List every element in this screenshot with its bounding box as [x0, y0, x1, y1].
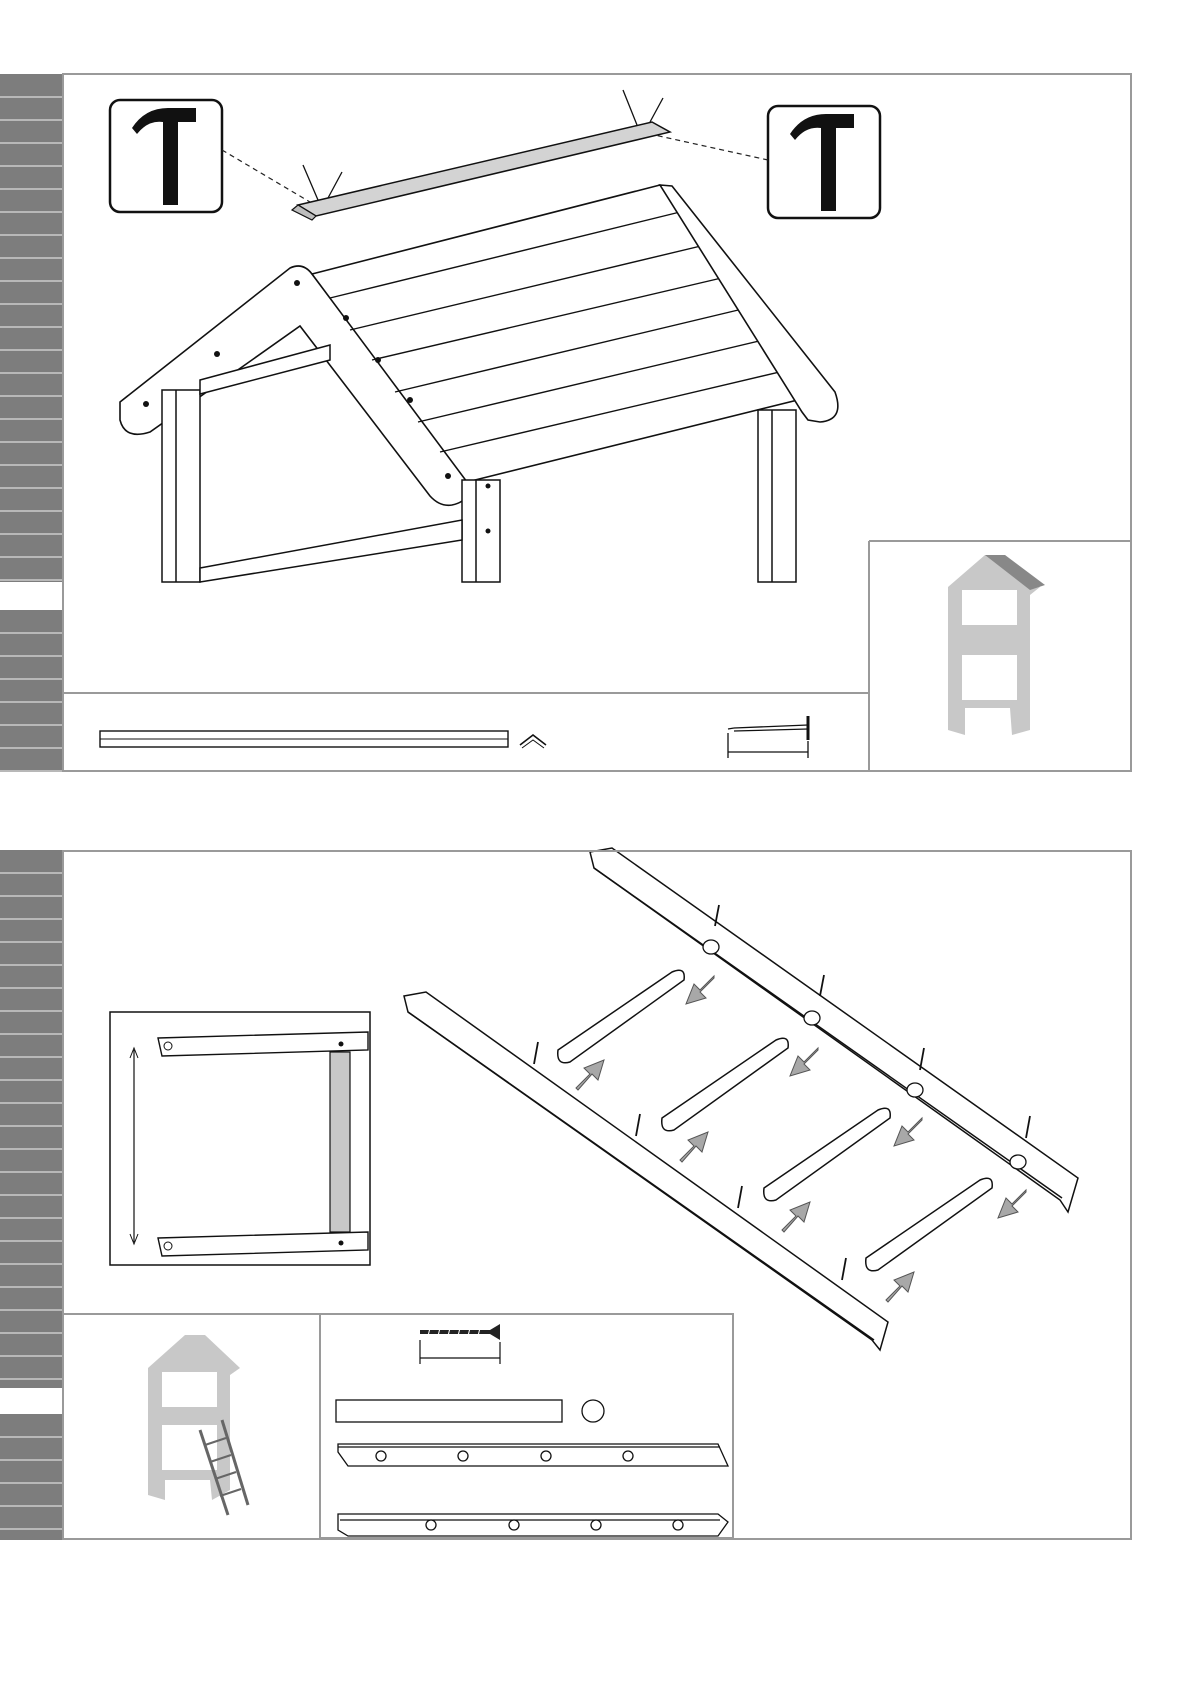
- tab-divider: [0, 1436, 62, 1438]
- tab-divider: [0, 987, 62, 989]
- step-tab-strip-bottom-lower: [0, 1414, 62, 1540]
- ridge-profile-icon: [520, 735, 546, 748]
- tab-divider: [0, 1125, 62, 1127]
- tab-divider: [0, 1148, 62, 1150]
- tab-divider: [0, 941, 62, 943]
- tab-divider: [0, 1194, 62, 1196]
- tab-divider: [0, 1528, 62, 1530]
- tab-divider: [0, 1056, 62, 1058]
- tab-divider: [0, 1263, 62, 1265]
- tab-divider: [0, 1240, 62, 1242]
- tab-divider: [0, 918, 62, 920]
- hammer-icon: [768, 106, 880, 218]
- tab-divider: [0, 964, 62, 966]
- step-tab-strip-bottom: [0, 850, 62, 1388]
- tab-divider: [0, 1010, 62, 1012]
- tab-divider: [0, 1217, 62, 1219]
- tab-divider: [0, 1355, 62, 1357]
- tab-divider: [0, 895, 62, 897]
- tab-divider: [0, 1482, 62, 1484]
- tab-divider: [0, 1079, 62, 1081]
- tab-divider: [0, 872, 62, 874]
- tab-divider: [0, 1033, 62, 1035]
- nail-icon: [728, 716, 808, 758]
- tab-divider: [0, 1309, 62, 1311]
- tab-divider: [0, 1171, 62, 1173]
- tab-divider: [0, 1332, 62, 1334]
- hammer-icon: [110, 100, 222, 212]
- tab-divider: [0, 1459, 62, 1461]
- tab-divider: [0, 1286, 62, 1288]
- playhouse-roof-highlight: [948, 555, 1045, 735]
- tab-divider: [0, 1505, 62, 1507]
- tab-divider: [0, 1102, 62, 1104]
- roof-ridge-board-part: [100, 731, 508, 747]
- roof-gable: [120, 185, 838, 505]
- step-panel-bottom: [62, 850, 1132, 1540]
- tab-divider: [0, 1378, 62, 1380]
